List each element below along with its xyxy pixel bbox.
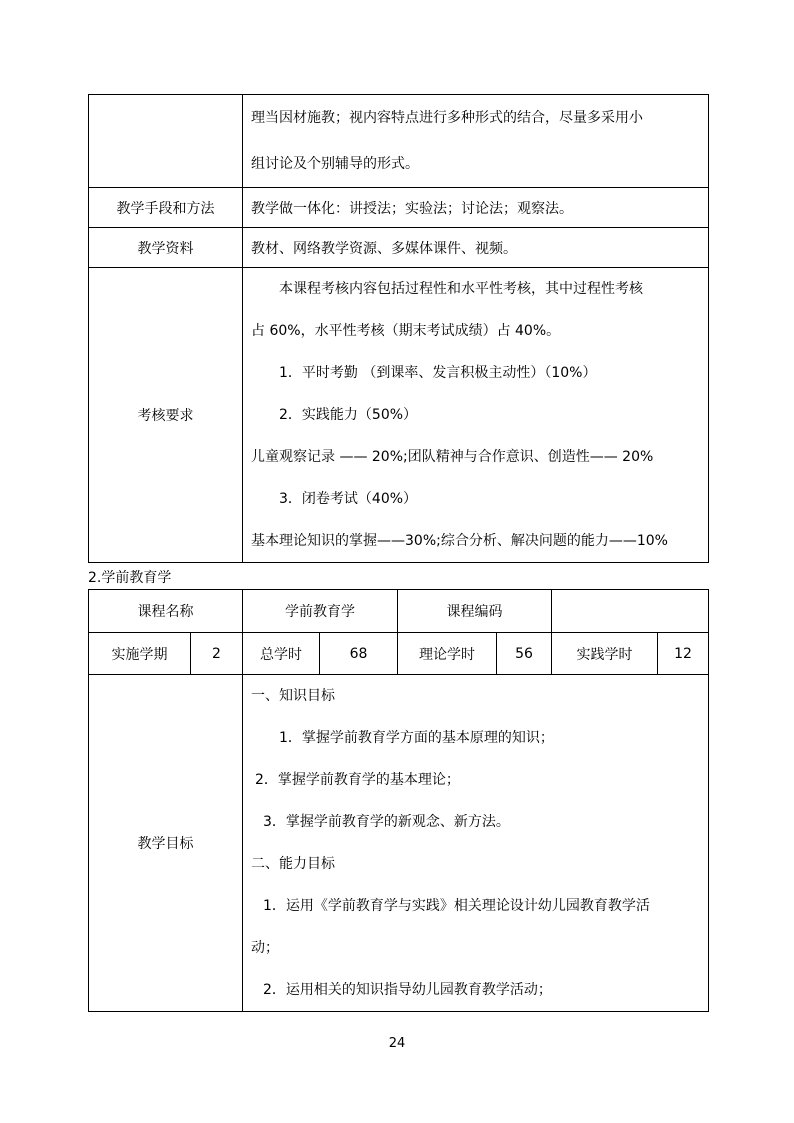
text-line: 1．平时考勤 （到课率、发言积极主动性）（10%） [279, 365, 597, 381]
section-heading: 2.学前教育学 [88, 570, 172, 586]
row-label: 教学手段和方法 [89, 188, 243, 228]
text-line: 本课程考核内容包括过程性和水平性考核，其中过程性考核 [279, 281, 643, 297]
table-row [89, 268, 709, 563]
text-line: 占 60%，水平性考核（期末考试成绩）占 40%。 [251, 323, 561, 339]
text-line: 一、知识目标 [251, 688, 335, 704]
text-line: 理当因材施教；视内容特点进行多种形式的结合，尽量多采用小 [251, 110, 643, 126]
semester-value: 2 [191, 633, 243, 675]
total-hours-label: 总学时 [243, 633, 320, 675]
page-number: 24 [388, 1036, 406, 1051]
table-row [89, 590, 709, 633]
text-line: 动； [251, 940, 279, 956]
text-line: 组讨论及个别辅导的形式。 [251, 156, 419, 172]
table-row [89, 228, 709, 268]
teaching-materials-value: 教材、网络教学资源、多媒体课件、视频。 [243, 228, 709, 268]
practice-hours-value: 12 [658, 633, 709, 675]
text-line: 儿童观察记录 —— 20%;团队精神与合作意识、创造性—— 20% [251, 449, 654, 465]
course-table-preschool-education [88, 589, 709, 1012]
row-label: 考核要求 [89, 268, 243, 563]
row-label: 教学资料 [89, 228, 243, 268]
text-line: 二、能力目标 [251, 856, 335, 872]
text-line: 2．掌握学前教育学的基本理论； [255, 772, 460, 788]
theory-hours-value: 56 [497, 633, 552, 675]
row-label [89, 95, 243, 188]
teaching-objectives [243, 675, 709, 1012]
course-code-label: 课程编码 [398, 590, 552, 633]
table-row [89, 675, 709, 1012]
row-label: 教学目标 [89, 675, 243, 1012]
theory-hours-label: 理论学时 [398, 633, 497, 675]
course-code-value [552, 590, 709, 633]
table-row [89, 95, 709, 188]
course-name-value: 学前教育学 [243, 590, 398, 633]
text-line: 2．实践能力（50%） [279, 407, 418, 423]
table-row [89, 633, 709, 675]
assessment-requirements [243, 268, 709, 563]
course-name-label: 课程名称 [89, 590, 243, 633]
text-line: 基本理论知识的掌握——30%;综合分析、解决问题的能力——10% [251, 533, 668, 549]
text-line: 1．运用《学前教育学与实践》相关理论设计幼儿园教育教学活 [263, 898, 650, 914]
text-line: 3．闭卷考试（40%） [279, 491, 418, 507]
text-line: 2．运用相关的知识指导幼儿园教育教学活动； [263, 982, 552, 998]
table-row [89, 188, 709, 228]
total-hours-value: 68 [320, 633, 398, 675]
text-line: 3．掌握学前教育学的新观念、新方法。 [263, 814, 510, 830]
text-line: 1．掌握学前教育学方面的基本原理的知识； [279, 730, 554, 746]
semester-label: 实施学期 [89, 633, 191, 675]
teaching-means-value: 教学做一体化：讲授法；实验法；讨论法；观察法。 [243, 188, 709, 228]
teaching-method-note [243, 95, 709, 188]
course-info-table-continued [88, 94, 709, 563]
practice-hours-label: 实践学时 [552, 633, 658, 675]
